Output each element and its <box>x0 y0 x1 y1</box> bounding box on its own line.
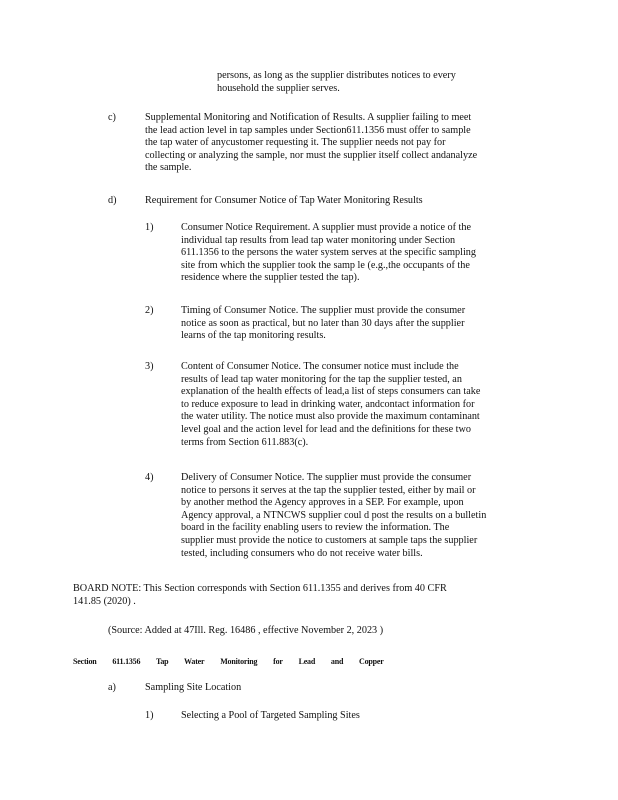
section-title-word: Water <box>184 657 205 666</box>
text-line: to reduce exposure to lead in drinking water, andcontact information for <box>181 398 475 410</box>
text-line: Content of Consumer Notice. The consumer notice must include the <box>181 361 459 372</box>
text-line: Sampling Site Location <box>145 682 242 693</box>
text-line: collecting or analyzing the sample, nor must the supplier itself collect andanalyze <box>145 149 478 161</box>
text-line: 611.1356 to the persons the water system serves at the specific sampling <box>181 247 476 259</box>
subsection-d-label: d) <box>108 195 117 206</box>
text-line: the sample. <box>145 162 192 174</box>
text-line: by another method the Agency approves in a SEP. For example, upon <box>181 497 464 509</box>
text-line: results of lead tap water monitoring for the tap the supplier tested, an <box>181 373 462 385</box>
section-heading <box>73 656 398 669</box>
text-line: Selecting a Pool of Targeted Sampling Sites <box>181 710 360 721</box>
text-line: Agency approval, a NTNCWS supplier coul d post the results on a bulletin <box>181 509 487 521</box>
section-title-word: and <box>330 657 344 666</box>
text-line: site from which the supplier took the samp le (e.g.,the occupants of the <box>181 259 470 271</box>
subsection-a1-heading <box>181 710 481 723</box>
text-line: the lead action level in tap samples under Section611.1356 must offer to sample <box>145 124 471 136</box>
section-title-word: Tap <box>155 657 169 666</box>
text-line: explanation of the health effects of lead,a list of steps consumers can take <box>181 386 481 398</box>
subsection-c-label: c) <box>108 112 116 123</box>
text-line: Delivery of Consumer Notice. The supplier must provide the consumer <box>181 472 472 483</box>
section-id: 611.1356 <box>112 657 141 666</box>
section-title-word: Monitoring <box>220 657 258 666</box>
subsection-a1-label: 1) <box>145 710 154 721</box>
text-line: terms from Section 611.883(c). <box>181 436 309 448</box>
text-line: BOARD NOTE: This Section corresponds with Section 611.1355 and derives from 40 CFR <box>73 583 447 594</box>
source-note <box>108 625 528 638</box>
section-title-word: Lead <box>298 657 316 666</box>
continued-paragraph <box>217 70 507 95</box>
text-line: Requirement for Consumer Notice of Tap Water Monitoring Results <box>145 195 423 206</box>
item-4-paragraph <box>181 472 533 560</box>
text-line: Consumer Notice Requirement. A supplier must provide a notice of the <box>181 222 471 233</box>
text-line: individual tap results from lead tap water monitoring under Section <box>181 234 456 246</box>
text-line: household the supplier serves. <box>217 82 340 94</box>
section-title-word: for <box>273 657 283 666</box>
board-note <box>73 583 533 608</box>
item-3-paragraph <box>181 361 533 449</box>
text-line: supplier must provide the notice to customers at sample taps the supplier <box>181 534 478 546</box>
item-2-label: 2) <box>145 305 154 316</box>
text-line: the tap water of anycustomer requesting it. The supplier needs not pay for <box>145 137 446 149</box>
text-line: notice as soon as practical, but no later than 30 days after the supplier <box>181 317 465 329</box>
subsection-a-heading <box>145 682 445 695</box>
item-3-label: 3) <box>145 361 154 372</box>
subsection-c-paragraph <box>145 112 535 175</box>
text-line: notice to persons it serves at the tap the supplier tested, either by mail or <box>181 484 476 496</box>
text-line: level goal and the action level for lead and the definitions for these two <box>181 423 471 435</box>
item-1-paragraph <box>181 222 533 285</box>
text-line: Supplemental Monitoring and Notification of Results. A supplier failing to meet <box>145 112 472 123</box>
item-1-label: 1) <box>145 222 154 233</box>
text-line: learns of the tap monitoring results. <box>181 330 326 342</box>
item-2-paragraph <box>181 305 533 343</box>
item-4-label: 4) <box>145 472 154 483</box>
text-line: (Source: Added at 47Ill. Reg. 16486 , effective November 2, 2023 ) <box>108 625 384 636</box>
subsection-a-label: a) <box>108 682 116 693</box>
text-line: persons, as long as the supplier distributes notices to every <box>217 70 456 81</box>
text-line: Timing of Consumer Notice. The supplier must provide the consumer <box>181 305 466 316</box>
text-line: tested, including consumers who do not receive water bills. <box>181 547 423 559</box>
text-line: 141.85 (2020) . <box>73 595 136 607</box>
text-line: residence where the supplier tested the tap). <box>181 272 360 284</box>
section-title-word: Copper <box>359 657 384 666</box>
text-line: the water utility. The notice must also provide the maximum contaminant <box>181 411 480 423</box>
section-number-label: Section <box>73 657 97 666</box>
subsection-d-heading <box>145 195 535 208</box>
text-line: board in the facility enabling users to review the information. The <box>181 522 450 534</box>
